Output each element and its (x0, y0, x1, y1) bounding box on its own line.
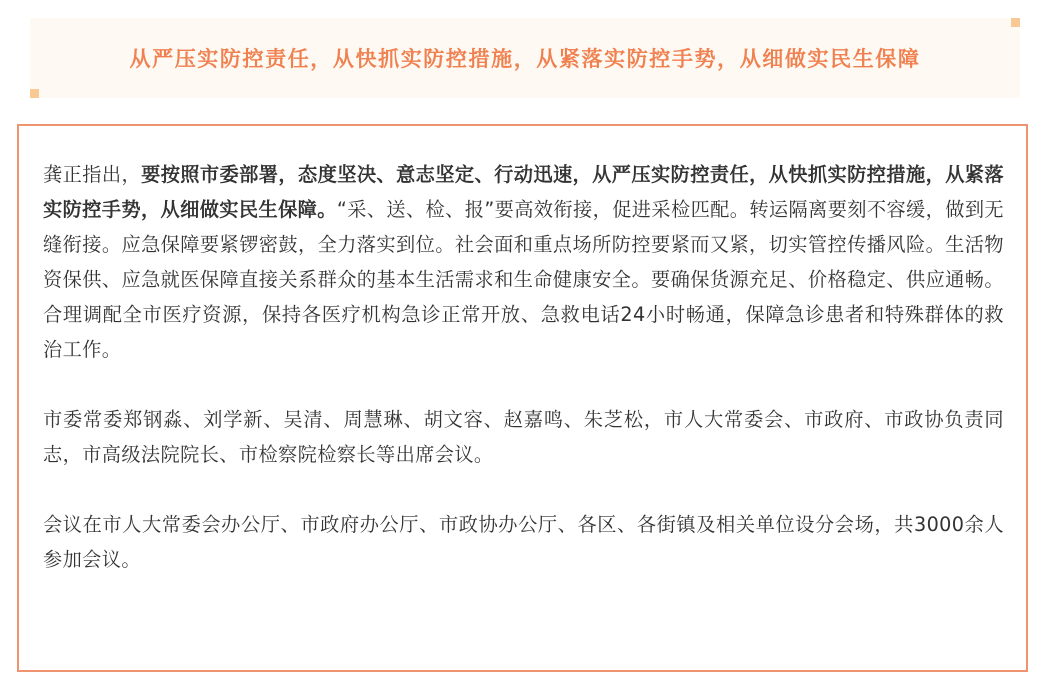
corner-marker-bottom-left (30, 89, 39, 98)
paragraph-1 (43, 157, 1004, 367)
header-banner (30, 18, 1020, 98)
paragraph-2: 市委常委郑钢淼、刘学新、吴清、周慧琳、胡文容、赵嘉鸣、朱芝松，市人大常委会、市政府、市政协负责同志，市高级法院院长、市检察院检察长等出席会议。 (43, 408, 1004, 466)
paragraph-1-emphasis: 要按照市委部署，态度坚决、意志坚定、行动迅速，从严压实防控责任，从快抓实防控措施，从紧落实防控手势，从细做实民生保障。 (43, 163, 1005, 221)
article-content-box (17, 124, 1028, 672)
corner-marker-top-right (1011, 18, 1020, 27)
paragraph-1-rest: “采、送、检、报”要高效衔接，促进采检匹配。转运隔离要刻不容缓，做到无缝衔接。应急保障要紧锣密鼓，全力落实到位。社会面和重点场所防控要紧而又紧，切实管控传播风险。生活物资保供、应急就医保障直接关系群众的基本生活需求和生命健康安全。要确保货源充足、价格稳定、供应通畅。合理调配全市医疗资源，保持各医疗机构急诊正常开放、急救电话24小时畅通，保障急诊患者和特殊群体的救治工作。 (43, 198, 1005, 361)
paragraph-3: 会议在市人大常委会办公厅、市政府办公厅、市政协办公厅、各区、各街镇及相关单位设分会场，共3000余人参加会议。 (43, 513, 1004, 571)
paragraph-1-intro: 龚正指出， (43, 163, 142, 186)
header-title: 从严压实防控责任，从快抓实防控措施，从紧落实防控手势，从细做实民生保障 (129, 47, 921, 71)
